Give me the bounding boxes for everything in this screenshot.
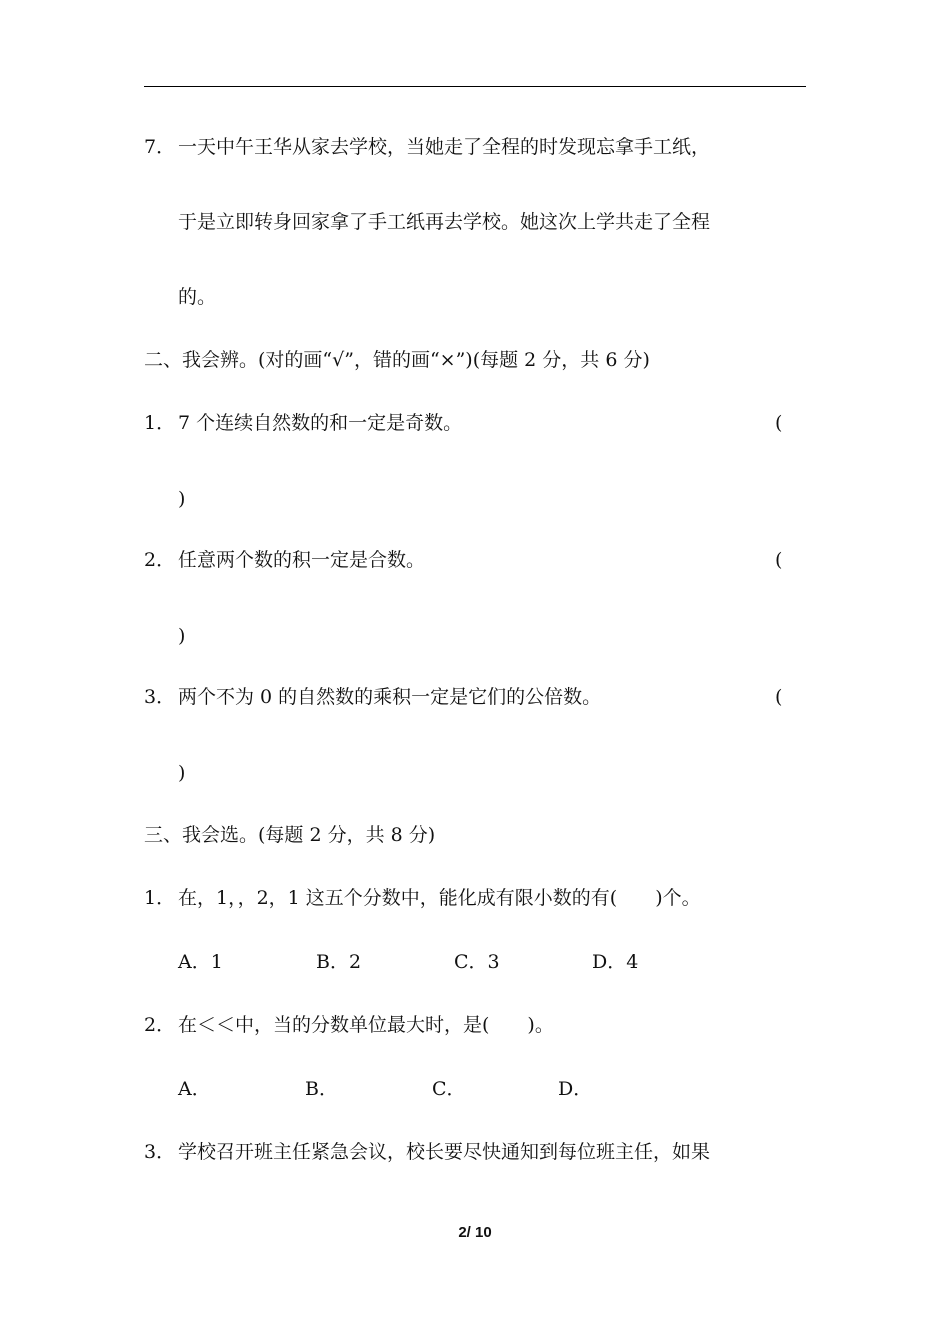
s3-q2-number: 2．: [144, 1014, 176, 1036]
s3-q1-option-d: D．4: [592, 951, 639, 973]
s2-item-2-text: 任意两个数的积一定是合数。: [178, 549, 426, 571]
s2-item-2-answer-close: ): [178, 625, 186, 647]
s2-item-1-text: 7 个连续自然数的和一定是奇数。: [178, 412, 463, 434]
q7-number: 7．: [144, 136, 176, 158]
s2-item-3-text: 两个不为 0 的自然数的乘积一定是它们的公倍数。: [178, 686, 602, 708]
section3-heading: 三、我会选。(每题 2 分，共 8 分): [144, 824, 436, 846]
s3-q1-option-c: C．3: [454, 951, 500, 973]
q7-line-3: 的。: [178, 286, 217, 308]
s2-item-3-answer-close: ): [178, 762, 186, 784]
s3-q2-option-d: D．: [558, 1078, 593, 1100]
page-number: 2/ 10: [458, 1224, 492, 1241]
s2-item-1-number: 1．: [144, 412, 176, 434]
q7-text-1: 一天中午王华从家去学校，当她走了全程的时发现忘拿手工纸，: [178, 136, 711, 158]
s3-q2-option-b: B．: [305, 1078, 338, 1100]
q7-line-2: 于是立即转身回家拿了手工纸再去学校。她这次上学共走了全程: [178, 211, 711, 233]
s2-item-1-answer-open: (: [775, 412, 783, 434]
s3-q2: [144, 1012, 554, 1038]
s3-q2-text: 在＜＜中，当的分数单位最大时，是( )。: [178, 1014, 554, 1036]
s3-q3-text: 学校召开班主任紧急会议，校长要尽快通知到每位班主任，如果: [178, 1141, 711, 1163]
s3-q2-option-c: C．: [432, 1078, 466, 1100]
s2-item-2-number: 2．: [144, 549, 176, 571]
s3-q1-option-a: A．1: [178, 951, 223, 973]
s3-q1-text: 在，1，，2，1 这五个分数中，能化成有限小数的有( )个。: [178, 887, 701, 909]
s2-item-1: [144, 410, 462, 436]
s3-q3: [144, 1139, 710, 1165]
q7-line-1: [144, 134, 710, 160]
s2-item-2: [144, 547, 425, 573]
section2-heading: 二、我会辨。(对的画“√”，错的画“×”)(每题 2 分，共 6 分): [144, 349, 650, 371]
s2-item-1-answer-close: ): [178, 488, 186, 510]
s3-q1: [144, 885, 701, 911]
s3-q1-number: 1．: [144, 887, 176, 909]
s3-q3-number: 3．: [144, 1141, 176, 1163]
s2-item-3-number: 3．: [144, 686, 176, 708]
header-rule: [144, 86, 806, 87]
s2-item-3-answer-open: (: [775, 686, 783, 708]
s3-q2-option-a: A．: [178, 1078, 211, 1100]
s2-item-3: [144, 684, 601, 710]
s3-q1-option-b: B．2: [316, 951, 362, 973]
s2-item-2-answer-open: (: [775, 549, 783, 571]
